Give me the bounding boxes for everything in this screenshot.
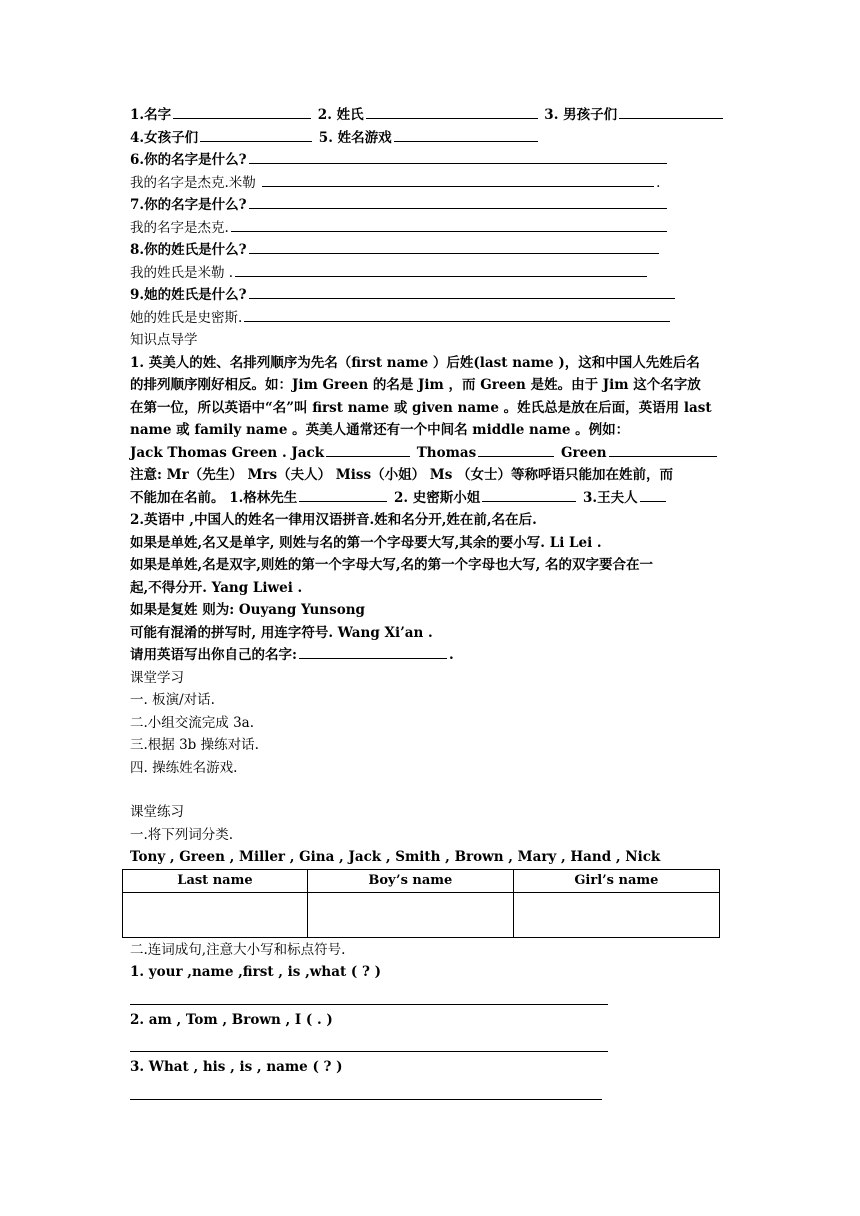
example-text: Thomas: [416, 444, 477, 461]
blank: [394, 127, 538, 142]
guide-note-line1: 注意: Mr（先生） Mrs（夫人） Miss（小姐） Ms （女士）等称呼语只能加在姓前，而: [130, 467, 674, 483]
guide-p1-line3: 在第一位，所以英语中“名”叫 first name 或 given name 。姓氏总是放在后面，英语用 last: [130, 399, 712, 416]
blank: [244, 307, 670, 322]
dialog-a9: [130, 307, 735, 330]
section-title-practice: 课堂练习: [130, 804, 184, 820]
blank: [609, 442, 717, 457]
cell-last-name[interactable]: [123, 892, 308, 937]
own-name-prompt: 请用英语写出你自己的名字:: [130, 647, 297, 663]
guide-p2-line5: 如果是复姓 则为: Ouyang Yunsong: [130, 602, 365, 618]
blank: [478, 442, 554, 457]
study-item-4: 四. 操练姓名游戏.: [130, 759, 238, 776]
study-item-2: 二.小组交流完成 3a.: [130, 714, 255, 731]
period: .: [656, 174, 661, 191]
blank: [262, 172, 654, 187]
dialog-q6: [130, 149, 735, 172]
sort-table: [122, 869, 720, 938]
note-text: 不能加在名前。 1.格林先生: [130, 489, 298, 506]
cell-boys-name[interactable]: [307, 892, 513, 937]
blank: [640, 487, 666, 502]
blank: [249, 239, 659, 254]
guide-p2-line3: 如果是单姓,名是双字,则姓的第一个字母大写,名的第一个字母也大写, 名的双字要合在一: [130, 557, 653, 573]
vocab-q5: 5. 姓名游戏: [318, 129, 392, 146]
blank: [173, 104, 311, 119]
example-text: Jack Thomas Green . Jack: [130, 444, 325, 461]
dialog-label: 我的名字是杰克.: [130, 219, 229, 236]
blank: [619, 104, 723, 119]
header-boys-name: Boy’s name: [307, 869, 513, 892]
answer-line-3[interactable]: [130, 1079, 602, 1100]
reorder-q1: 1. your ,name ,first , is ,what ( ? ): [130, 964, 382, 980]
period: .: [448, 647, 454, 663]
blank: [326, 442, 410, 457]
blank: [231, 217, 667, 232]
sort-table-wrap: [130, 869, 735, 939]
header-girls-name: Girl’s name: [513, 869, 719, 892]
guide-p2-line6: 可能有混淆的拼写时, 用连字符号. Wang Xi’an .: [130, 624, 433, 641]
blank: [366, 104, 538, 119]
study-item-1: 一. 板演/对话.: [130, 692, 215, 708]
vocab-row-2: [130, 127, 735, 150]
note-text: 2. 史密斯小姐: [394, 489, 481, 506]
section-title-study: 课堂学习: [130, 669, 184, 686]
guide-p2-line4: 起,不得分开. Yang Liwei .: [130, 579, 303, 596]
dialog-label: 我的姓氏是米勒 .: [130, 264, 234, 281]
blank: [200, 127, 312, 142]
section-title-guide: 知识点导学: [130, 332, 198, 348]
dialog-q7: [130, 194, 735, 217]
blank: [235, 262, 647, 277]
guide-p2-line1: 2.英语中 ,中国人的姓名一律用汉语拼音.姓和名分开,姓在前,名在后.: [130, 512, 537, 528]
practice-words: Tony , Green , Miller , Gina , Jack , Smith , Brown , Mary , Hand , Nick: [130, 849, 661, 865]
guide-example: [130, 442, 735, 465]
blank: [249, 194, 667, 209]
vocab-row-1: [130, 104, 735, 127]
example-text: Green: [560, 444, 607, 461]
study-item-3: 三.根据 3b 操练对话.: [130, 737, 259, 753]
dialog-label: 9.她的姓氏是什么?: [130, 287, 247, 303]
header-last-name: Last name: [123, 869, 308, 892]
vocab-q2: 2. 姓氏: [317, 107, 364, 123]
dialog-label: 她的姓氏是史密斯.: [130, 309, 243, 326]
answer-line-1[interactable]: [130, 984, 608, 1005]
vocab-q1: 1.名字: [130, 107, 172, 123]
vocab-q4: 4.女孩子们: [130, 129, 199, 146]
dialog-q9: [130, 284, 735, 307]
vocab-q3: 3. 男孩子们: [544, 107, 618, 123]
own-name-blank: [299, 644, 447, 659]
blank: [249, 284, 675, 299]
guide-p1-line1: 1. 英美人的姓、名排列顺序为先名（first name ）后姓(last name )，这和中国人先姓后名: [130, 354, 700, 371]
practice-s1: 一.将下列词分类.: [130, 826, 234, 843]
dialog-label: 6.你的名字是什么?: [130, 152, 247, 168]
dialog-a6: [130, 172, 735, 195]
guide-p2-line2: 如果是单姓,名又是单字, 则姓与名的第一个字母要大写,其余的要小写. Li Lei .: [130, 534, 602, 551]
blank: [249, 149, 667, 164]
cell-girls-name[interactable]: [513, 892, 719, 937]
dialog-label: 8.你的姓氏是什么?: [130, 242, 247, 258]
guide-p1-line4: name 或 family name 。英美人通常还有一个中间名 middle name 。例如：: [130, 422, 630, 438]
guide-note-line2: [130, 487, 735, 510]
answer-line-2[interactable]: [130, 1031, 608, 1052]
dialog-a8: [130, 262, 735, 285]
dialog-q8: [130, 239, 735, 262]
reorder-q3: 3. What , his , is , name ( ? ): [130, 1059, 343, 1075]
note-text: 3.王夫人: [583, 489, 638, 506]
dialog-label: 我的名字是杰克.米勒: [130, 174, 256, 191]
blank: [299, 487, 387, 502]
guide-p2-line7: [130, 644, 735, 667]
dialog-label: 7.你的名字是什么?: [130, 197, 247, 213]
reorder-q2: 2. am , Tom , Brown , I ( . ): [130, 1011, 333, 1028]
blank: [482, 487, 576, 502]
worksheet: [130, 104, 735, 1100]
dialog-a7: [130, 217, 735, 240]
guide-p1-line2: 的排列顺序刚好相反。如：Jim Green 的名是 Jim ，而 Green 是姓。由于 Jim 这个名字放: [130, 377, 701, 393]
practice-s2: 二.连词成句,注意大小写和标点符号.: [130, 941, 346, 958]
